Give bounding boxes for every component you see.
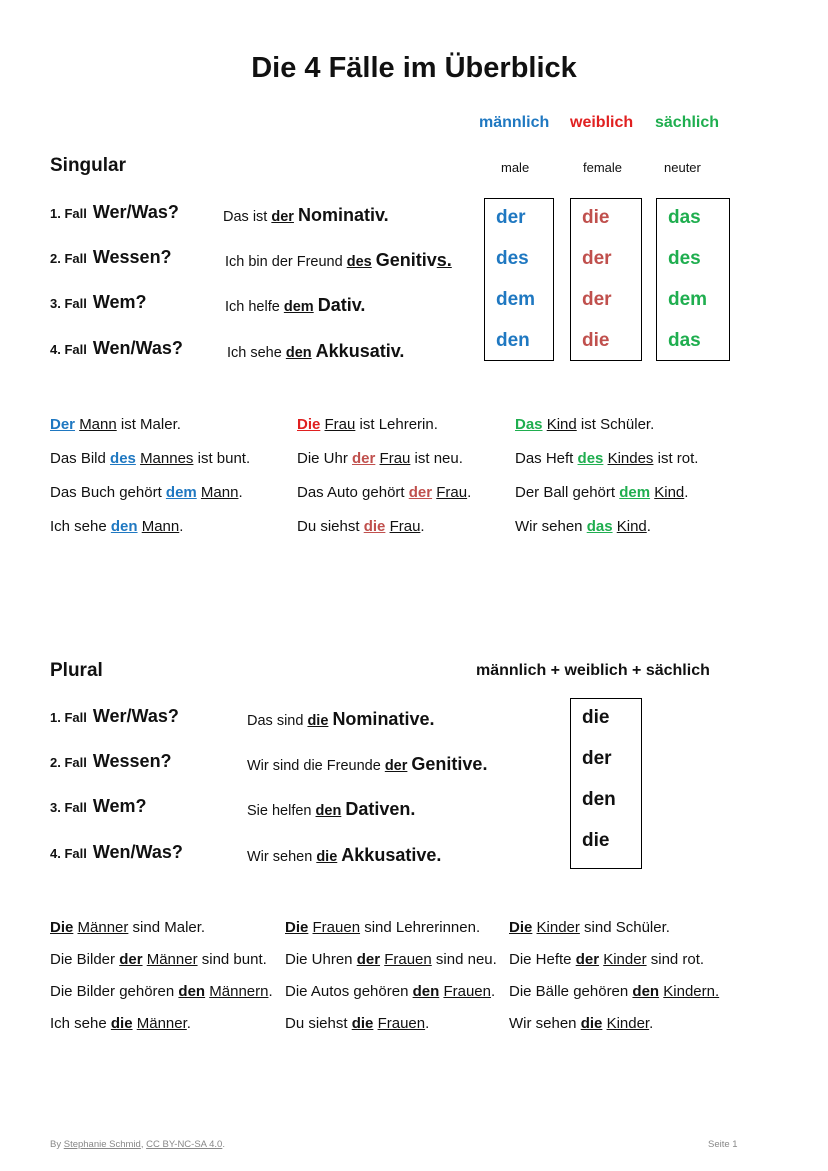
article-cell: der: [582, 748, 612, 769]
case-number: 2. Fall: [50, 251, 87, 266]
example-sentence: [50, 1015, 191, 1032]
case-number: 4. Fall: [50, 342, 87, 357]
example-article: Das: [515, 416, 543, 433]
example-article: Die: [509, 919, 533, 936]
example-article: des: [110, 450, 136, 467]
sentence-end: .: [383, 205, 389, 225]
example-end: .: [684, 484, 689, 501]
example-sentence: [50, 983, 273, 1000]
gender-en-fem: female: [583, 160, 623, 175]
sentence-end: .: [360, 295, 366, 315]
author-link[interactable]: Stephanie Schmid: [63, 1139, 141, 1150]
example-noun: Frauen: [312, 919, 361, 936]
example-noun: Mannes: [140, 450, 194, 467]
example-noun: Kind: [546, 416, 577, 433]
example-article: dem: [165, 484, 197, 501]
example-sentence: [297, 416, 438, 433]
example-article: der: [356, 951, 381, 968]
example-sentence: [285, 951, 497, 968]
example-noun: Mann: [141, 518, 180, 535]
example-sentence: [285, 983, 495, 1000]
example-article: den: [632, 983, 660, 1000]
case-question: Wem?: [92, 796, 147, 816]
example-end: .: [238, 484, 243, 501]
case-question: Wem?: [92, 292, 147, 312]
case-number: 4. Fall: [50, 846, 87, 861]
example-end: .: [186, 1015, 191, 1032]
case-row-label: [50, 247, 172, 268]
example-sentence: [50, 518, 183, 535]
case-example-sentence: [247, 845, 441, 866]
example-article: dem: [619, 484, 651, 501]
footer-by: By: [50, 1139, 64, 1150]
sentence-article: den: [315, 803, 342, 819]
sentence-start: Sie helfen: [247, 803, 312, 819]
example-article: der: [119, 951, 143, 968]
sentence-start: Wir sehen: [247, 849, 313, 865]
article-cell: die: [582, 330, 610, 351]
example-article: das: [586, 518, 613, 535]
case-number: 3. Fall: [50, 800, 87, 815]
example-article: Die: [50, 919, 74, 936]
case-question: Wen/Was?: [92, 338, 183, 358]
sentence-start: Ich bin der Freund: [225, 254, 343, 270]
example-noun: Frauen: [384, 951, 432, 968]
sentence-end: .: [399, 341, 405, 361]
example-end: .: [467, 484, 472, 501]
example-article: der: [575, 951, 600, 968]
example-noun: Frau: [389, 518, 421, 535]
example-end: ist rot.: [653, 450, 699, 467]
example-sentence: [515, 416, 654, 433]
example-article: den: [178, 983, 206, 1000]
sentence-start: Ich helfe: [225, 299, 280, 315]
example-article: der: [352, 450, 376, 467]
sentence-end: s.: [436, 250, 452, 270]
example-sentence: [50, 450, 250, 467]
example-noun: Kinder: [603, 951, 647, 968]
sentence-article: der: [384, 758, 408, 774]
example-end: .: [649, 1015, 654, 1032]
example-noun: Männer: [136, 1015, 187, 1032]
case-name: Akkusative.: [341, 845, 442, 865]
case-row-label: [50, 751, 172, 772]
example-start: Die Uhren: [285, 951, 357, 968]
article-cell: der: [496, 207, 526, 228]
example-sentence: [297, 518, 425, 535]
article-cell: den: [496, 330, 530, 351]
example-start: Ich sehe: [50, 1015, 111, 1032]
example-end: ist bunt.: [193, 450, 251, 467]
example-end: sind bunt.: [197, 951, 267, 968]
sentence-article: die: [316, 849, 338, 865]
example-article: die: [580, 1015, 603, 1032]
example-end: ist Schüler.: [576, 416, 655, 433]
example-start: Wir sehen: [515, 518, 587, 535]
example-noun: Männer: [146, 951, 198, 968]
case-name: Genitive.: [411, 754, 488, 774]
case-name: Dativ: [317, 295, 361, 315]
article-cell: die: [582, 830, 610, 851]
example-sentence: [509, 1015, 653, 1032]
example-end: ist neu.: [410, 450, 463, 467]
example-end: .: [490, 983, 496, 1000]
gender-en-masc: male: [501, 160, 530, 175]
example-article: die: [110, 1015, 133, 1032]
gender-label-neut: sächlich: [655, 114, 720, 131]
example-start: Die Hefte: [509, 951, 576, 968]
singular-heading: Singular: [50, 155, 127, 176]
case-question: Wer/Was?: [92, 706, 179, 726]
example-end: ist Maler.: [116, 416, 181, 433]
case-name: Dativen.: [345, 799, 416, 819]
example-noun: Kinder: [606, 1015, 650, 1032]
example-start: Das Auto gehört: [297, 484, 409, 501]
example-article: Die: [285, 919, 309, 936]
article-cell: dem: [668, 289, 708, 310]
case-example-sentence: [223, 205, 389, 226]
example-noun: Mann: [200, 484, 239, 501]
example-article: Der: [50, 416, 76, 433]
example-article: den: [110, 518, 138, 535]
example-start: Das Buch gehört: [50, 484, 166, 501]
example-end: sind Maler.: [128, 919, 206, 936]
article-cell: das: [668, 207, 701, 228]
sentence-article: des: [346, 254, 372, 270]
case-example-sentence: [247, 754, 487, 775]
case-question: Wen/Was?: [92, 842, 183, 862]
case-number: 3. Fall: [50, 296, 87, 311]
example-start: Die Uhr: [297, 450, 353, 467]
sentence-start: Das ist: [223, 209, 268, 225]
example-sentence: [515, 484, 688, 501]
example-end: .: [646, 518, 651, 535]
case-row-label: [50, 202, 179, 223]
case-example-sentence: [247, 709, 434, 730]
example-start: Die Autos gehören: [285, 983, 413, 1000]
example-article: die: [363, 518, 386, 535]
case-row-label: [50, 292, 147, 313]
example-sentence: [509, 919, 670, 936]
example-noun: Frauen: [377, 1015, 426, 1032]
example-noun: Kinder: [536, 919, 580, 936]
example-sentence: [50, 919, 205, 936]
example-noun: Kindern.: [663, 983, 720, 1000]
gender-label-fem: weiblich: [570, 114, 634, 131]
example-noun: Frau: [436, 484, 468, 501]
example-start: Die Bälle gehören: [509, 983, 633, 1000]
case-row-label: [50, 842, 183, 863]
article-cell: der: [582, 248, 612, 269]
case-number: 2. Fall: [50, 755, 87, 770]
license-link[interactable]: CC BY-NC-SA 4.0: [146, 1139, 223, 1150]
example-noun: Kind: [616, 518, 647, 535]
example-sentence: [509, 951, 704, 968]
example-noun: Kindes: [607, 450, 654, 467]
case-row-label: [50, 706, 179, 727]
case-number: 1. Fall: [50, 710, 87, 725]
example-start: Der Ball gehört: [515, 484, 620, 501]
article-cell: die: [582, 707, 610, 728]
example-article: den: [412, 983, 440, 1000]
example-article: der: [408, 484, 433, 501]
article-cell: der: [582, 289, 612, 310]
article-cell: die: [582, 207, 610, 228]
example-start: Das Heft: [515, 450, 578, 467]
article-cell: des: [668, 248, 701, 269]
example-noun: Männern: [209, 983, 269, 1000]
example-sentence: [50, 484, 243, 501]
article-cell: den: [582, 789, 616, 810]
example-start: Die Bilder: [50, 951, 120, 968]
footer-sep: ,: [140, 1139, 147, 1150]
case-name: Nominative.: [332, 709, 435, 729]
plural-gender-label: männlich + weiblich + sächlich: [476, 662, 710, 679]
sentence-start: Wir sind die Freunde: [247, 758, 381, 774]
example-end: sind Schüler.: [579, 919, 670, 936]
case-row-label: [50, 338, 183, 359]
example-article: Die: [297, 416, 321, 433]
case-example-sentence: [227, 341, 404, 362]
example-sentence: [515, 450, 698, 467]
example-start: Wir sehen: [509, 1015, 581, 1032]
example-end: .: [179, 518, 184, 535]
case-name: Nominativ: [297, 205, 384, 225]
case-question: Wessen?: [92, 751, 172, 771]
sentence-start: Ich sehe: [227, 345, 282, 361]
example-sentence: [285, 919, 480, 936]
plural-heading: Plural: [50, 660, 103, 681]
case-name: Genitiv: [375, 250, 437, 270]
example-sentence: [297, 484, 471, 501]
example-start: Du siehst: [297, 518, 364, 535]
example-end: .: [420, 518, 425, 535]
example-start: Du siehst: [285, 1015, 352, 1032]
case-name: Akkusativ: [315, 341, 400, 361]
article-cell: des: [496, 248, 529, 269]
sentence-article: die: [307, 713, 329, 729]
example-article: des: [577, 450, 604, 467]
page-number: Seite 1: [708, 1139, 738, 1150]
example-sentence: [297, 450, 463, 467]
footer-credit: [50, 1139, 225, 1150]
example-end: .: [425, 1015, 430, 1032]
example-end: sind neu.: [431, 951, 497, 968]
example-end: .: [268, 983, 273, 1000]
example-end: ist Lehrerin.: [355, 416, 438, 433]
sentence-start: Das sind: [247, 713, 304, 729]
case-question: Wer/Was?: [92, 202, 179, 222]
example-noun: Frau: [379, 450, 411, 467]
example-sentence: [50, 951, 267, 968]
example-sentence: [509, 983, 719, 1000]
example-noun: Kind: [654, 484, 685, 501]
example-end: sind rot.: [646, 951, 705, 968]
example-start: Die Bilder gehören: [50, 983, 179, 1000]
example-noun: Mann: [79, 416, 117, 433]
example-sentence: [50, 416, 181, 433]
gender-en-neut: neuter: [664, 160, 701, 175]
article-cell: dem: [496, 289, 536, 310]
case-question: Wessen?: [92, 247, 172, 267]
example-article: die: [351, 1015, 374, 1032]
gender-label-masc: männlich: [479, 114, 550, 131]
footer-end: .: [222, 1139, 225, 1150]
example-sentence: [515, 518, 651, 535]
example-sentence: [285, 1015, 429, 1032]
example-noun: Männer: [77, 919, 129, 936]
page-title: Die 4 Fälle im Überblick: [251, 52, 577, 84]
sentence-article: der: [271, 209, 294, 225]
case-example-sentence: [225, 250, 452, 271]
example-noun: Frauen: [443, 983, 491, 1000]
case-example-sentence: [225, 295, 365, 316]
example-end: sind Lehrerinnen.: [360, 919, 481, 936]
case-number: 1. Fall: [50, 206, 87, 221]
example-noun: Frau: [324, 416, 356, 433]
sentence-article: den: [285, 345, 312, 361]
sentence-article: dem: [283, 299, 314, 315]
article-cell: das: [668, 330, 701, 351]
case-example-sentence: [247, 799, 415, 820]
example-start: Ich sehe: [50, 518, 111, 535]
example-start: Das Bild: [50, 450, 111, 467]
case-row-label: [50, 796, 147, 817]
